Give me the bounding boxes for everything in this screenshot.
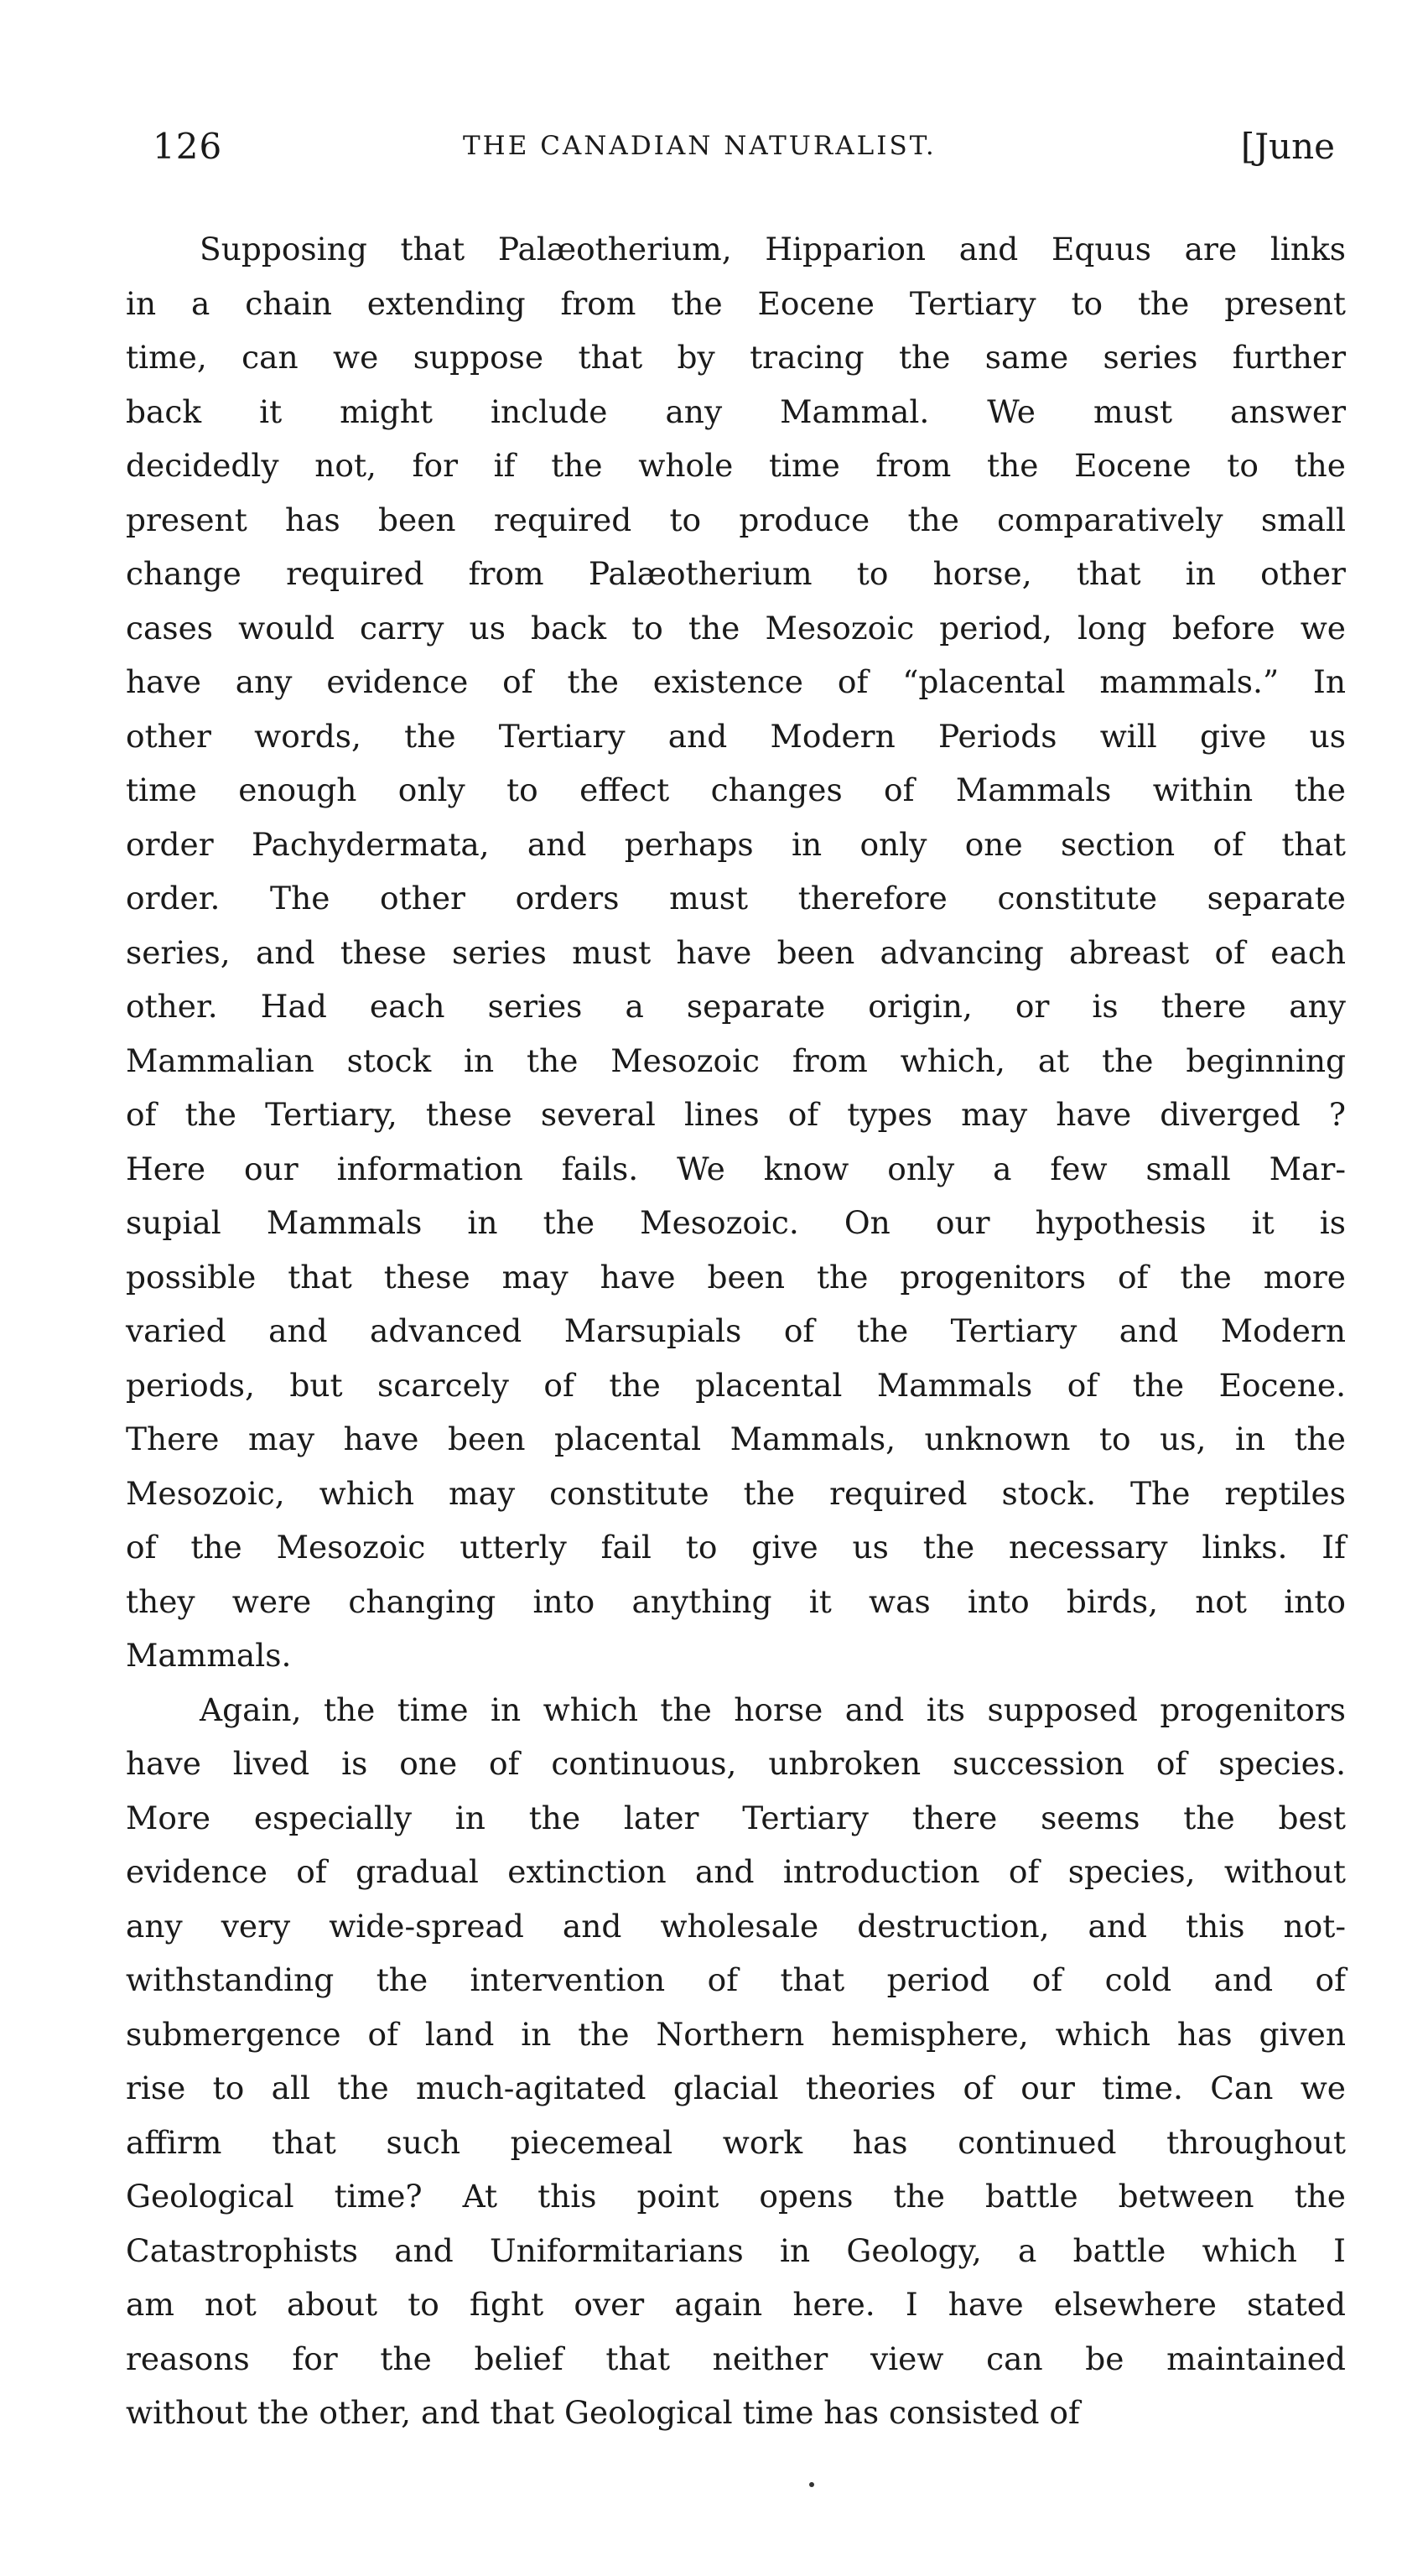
text-line: Supposing that Palæotherium, Hipparion and Equus are links [200, 231, 1346, 267]
text-line: reasons for the belief that neither view can be maintained [126, 2340, 1346, 2377]
text-line: varied and advanced Marsupials of the Tertiary and Modern [126, 1312, 1346, 1349]
text-line: Mesozoic, which may constitute the required stock. The reptiles [126, 1474, 1346, 1512]
text-line: order Pachydermata, and perhaps in only one section of that [126, 825, 1346, 863]
text-line: have any evidence of the existence of “placental mammals.” In [126, 663, 1346, 700]
text-line: There may have been placental Mammals, unknown to us, in the [126, 1420, 1346, 1457]
text-line: submergence of land in the Northern hemisphere, which has given [126, 2015, 1346, 2053]
text-line: back it might include any Mammal. We must answer [126, 392, 1346, 430]
text-line: in a chain extending from the Eocene Tertiary to the present [126, 284, 1346, 322]
text-line: of the Tertiary, these several lines of types may have diverged ? [126, 1096, 1346, 1133]
text-line: rise to all the much-agitated glacial theories of our time. Can we [126, 2070, 1346, 2106]
text-line: other. Had each series a separate origin, or is there any [126, 988, 1346, 1025]
text-line: Here our information fails. We know only a few small Mar- [126, 1150, 1346, 1187]
text-line: supial Mammals in the Mesozoic. On our hypothesis it is [126, 1204, 1346, 1241]
text-line: series, and these series must have been advancing abreast of each [126, 933, 1346, 971]
text-line: change required from Palæotherium to horse, that in other [126, 555, 1346, 592]
text-line: time, can we suppose that by tracing the same series further [126, 339, 1346, 376]
text-line: Again, the time in which the horse and its supposed progenitors [200, 1690, 1346, 1728]
paragraph-1 [126, 222, 1346, 1683]
text-line: present has been required to produce the comparatively small [126, 501, 1346, 538]
paragraph-2 [126, 1683, 1346, 2440]
text-line: possible that these may have been the progenitors of the more [126, 1258, 1346, 1296]
text-line: evidence of gradual extinction and introduction of species, without [126, 1853, 1346, 1890]
text-line: order. The other orders must therefore constitute separate [126, 880, 1346, 917]
text-line: have lived is one of continuous, unbroken succession of species. [126, 1745, 1346, 1782]
text-line: time enough only to effect changes of Mammals within the [126, 771, 1346, 808]
text-line: More especially in the later Tertiary there seems the best [126, 1799, 1346, 1836]
text-line: decidedly not, for if the whole time from the Eocene to the [126, 447, 1346, 484]
text-line: without the other, and that Geological time has consisted of [126, 2394, 1080, 2431]
text-line: other words, the Tertiary and Modern Periods will give us [126, 717, 1346, 755]
ink-speck [809, 2482, 814, 2487]
running-header [153, 126, 1343, 176]
text-line: cases would carry us back to the Mesozoic period, long before we [126, 609, 1346, 647]
text-line: Mammalian stock in the Mesozoic from which, at the beginning [126, 1041, 1346, 1079]
body-text [126, 222, 1346, 2440]
text-line: they were changing into anything it was into birds, not into [126, 1582, 1346, 1620]
text-line: Mammals. [126, 1637, 292, 1674]
text-line: am not about to fight over again here. I have elsewhere stated [126, 2286, 1346, 2323]
page-number: 126 [153, 126, 223, 167]
issue-month: [June [1240, 126, 1335, 167]
journal-title: THE CANADIAN NATURALIST. [463, 131, 937, 161]
text-line: Geological time? At this point opens the battle between the [126, 2178, 1346, 2215]
text-line: any very wide-spread and wholesale destruction, and this not- [126, 1907, 1346, 1945]
text-line: withstanding the intervention of that period of cold and of [126, 1961, 1346, 1998]
text-line: of the Mesozoic utterly fail to give us the necessary links. If [126, 1529, 1346, 1566]
text-line: Catastrophists and Uniformitarians in Geology, a battle which I [126, 2231, 1346, 2269]
text-line: periods, but scarcely of the placental Mammals of the Eocene. [126, 1366, 1346, 1404]
text-line: affirm that such piecemeal work has continued throughout [126, 2123, 1346, 2161]
